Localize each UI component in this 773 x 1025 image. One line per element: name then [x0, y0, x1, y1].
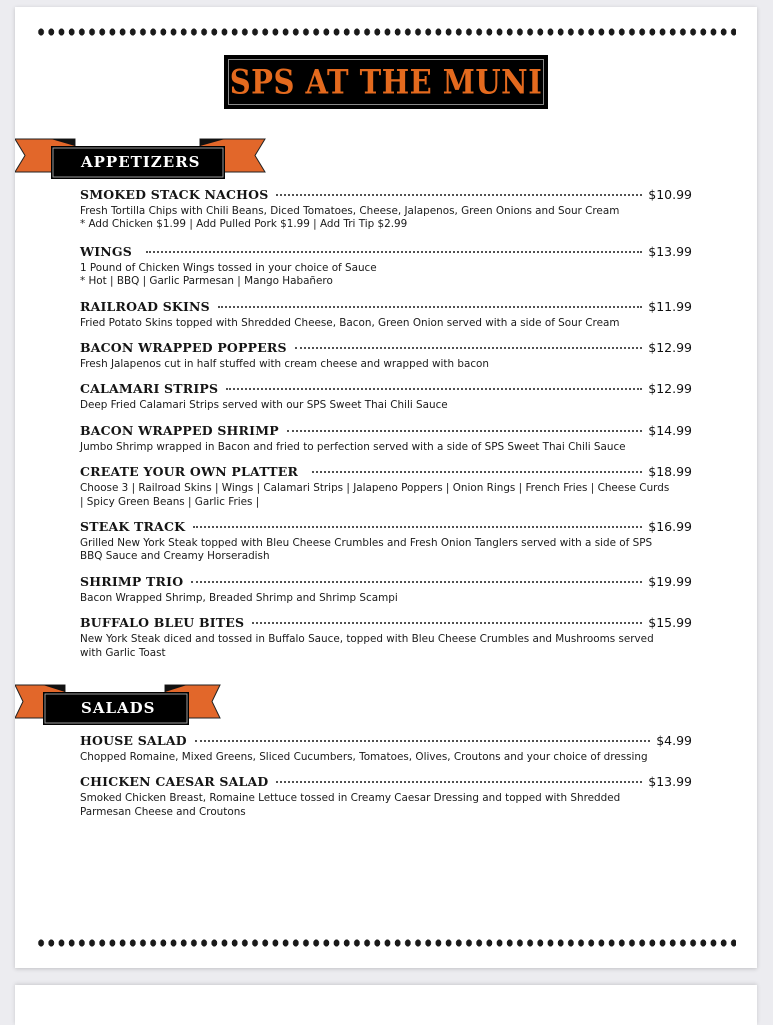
menu-item: [80, 519, 692, 564]
menu-item: [80, 381, 692, 412]
item-name: HOUSE SALAD: [80, 733, 187, 748]
item-price: $15.99: [648, 615, 692, 631]
dot-leader: [193, 526, 642, 528]
menu-item: [80, 733, 692, 764]
item-price: $14.99: [648, 422, 692, 438]
dot-leader: [195, 740, 650, 742]
item-name: CREATE YOUR OWN PLATTER: [80, 464, 299, 480]
item-description: Jumbo Shrimp wrapped in Bacon and fried to perfection served with a side of SPS Sweet Thai Chili Sauce: [80, 440, 626, 453]
item-note: * Hot | BBQ | Garlic Parmesan | Mango Habañero: [80, 275, 333, 288]
section-banner-appetizers: [15, 136, 270, 182]
item-description: Fried Potato Skins topped with Shredded Cheese, Bacon, Green Onion served with a side of Sour Cream: [80, 316, 620, 329]
item-description: New York Steak diced and tossed in Buffalo Sauce, topped with Bleu Cheese Crumbles and Mushrooms served with Garlic Toast: [80, 633, 654, 659]
item-name: SHRIMP TRIO: [80, 573, 184, 589]
section-banner-salads: [15, 682, 225, 728]
item-name: SMOKED STACK NACHOS: [80, 187, 269, 202]
dot-leader: [218, 306, 642, 308]
dot-leader: [312, 471, 642, 473]
item-name: BUFFALO BLEU BITES: [80, 615, 245, 631]
dot-leader: [295, 347, 642, 349]
menu-item: [80, 574, 692, 605]
dot-leader: [287, 430, 642, 432]
item-description: Fresh Tortilla Chips with Chili Beans, Diced Tomatoes, Cheese, Jalapenos, Green Onions and Sour Cream: [80, 205, 620, 217]
salads-list: [80, 733, 692, 827]
dot-leader: [252, 622, 642, 624]
menu-item: [80, 299, 692, 330]
item-price: $19.99: [648, 573, 692, 589]
dot-leader: [191, 581, 642, 583]
item-description: Chopped Romaine, Mixed Greens, Sliced Cucumbers, Tomatoes, Olives, Croutons and your choice of dressing: [80, 751, 648, 763]
dot-leader: [146, 251, 642, 253]
item-description: Fresh Jalapenos cut in half stuffed with cream cheese and wrapped with bacon: [80, 358, 489, 371]
section-title: APPETIZERS: [81, 153, 201, 171]
item-description: Grilled New York Steak topped with Bleu Cheese Crumbles and Fresh Onion Tanglers served with a side of SPS BBQ Sauce and Creamy Horseradish: [80, 537, 653, 563]
item-description: 1 Pound of Chicken Wings tossed in your choice of Sauce: [80, 261, 377, 274]
menu-item: [80, 464, 692, 509]
dotted-divider-top: [36, 28, 736, 36]
menu-item: [80, 423, 692, 454]
item-price: $4.99: [656, 733, 692, 748]
item-name: STEAK TRACK: [80, 519, 186, 535]
menu-item: [80, 244, 692, 289]
appetizers-list: [80, 187, 692, 668]
item-price: $16.99: [648, 519, 692, 535]
item-price: $18.99: [648, 464, 692, 480]
next-page: [15, 985, 757, 1025]
menu-title-banner: [224, 55, 548, 109]
dot-leader: [226, 388, 642, 390]
item-description: Deep Fried Calamari Strips served with our SPS Sweet Thai Chili Sauce: [80, 399, 448, 412]
item-description: Smoked Chicken Breast, Romaine Lettuce tossed in Creamy Caesar Dressing and topped with Shredded Parmesan Cheese and Croutons: [80, 792, 621, 818]
menu-title: SPS AT THE MUNI: [229, 62, 543, 102]
menu-item: [80, 774, 692, 819]
menu-item: [80, 615, 692, 660]
dot-leader: [276, 781, 642, 783]
item-price: $12.99: [648, 340, 692, 356]
menu-item: [80, 187, 692, 232]
item-name: WINGS: [80, 243, 133, 259]
section-title: SALADS: [81, 699, 156, 717]
menu-page: [15, 7, 757, 968]
item-note: * Add Chicken $1.99 | Add Pulled Pork $1.99 | Add Tri Tip $2.99: [80, 218, 408, 231]
item-name: BACON WRAPPED SHRIMP: [80, 422, 279, 438]
item-name: BACON WRAPPED POPPERS: [80, 340, 287, 356]
item-name: RAILROAD SKINS: [80, 298, 210, 314]
item-name: CALAMARI STRIPS: [80, 381, 219, 397]
menu-item: [80, 340, 692, 371]
item-price: $12.99: [648, 381, 692, 397]
item-price: $10.99: [648, 187, 692, 202]
item-price: $13.99: [648, 774, 692, 790]
dot-leader: [276, 194, 642, 196]
item-price: $11.99: [648, 298, 692, 314]
item-name: CHICKEN CAESAR SALAD: [80, 774, 269, 790]
item-description: Choose 3 | Railroad Skins | Wings | Calamari Strips | Jalapeno Poppers | Onion Rings | French Fries | Cheese Curds | Spicy Green Beans | Garlic Fries |: [80, 482, 670, 508]
item-price: $13.99: [648, 243, 692, 259]
item-description: Bacon Wrapped Shrimp, Breaded Shrimp and Shrimp Scampi: [80, 591, 398, 604]
dotted-divider-bottom: [36, 939, 736, 947]
